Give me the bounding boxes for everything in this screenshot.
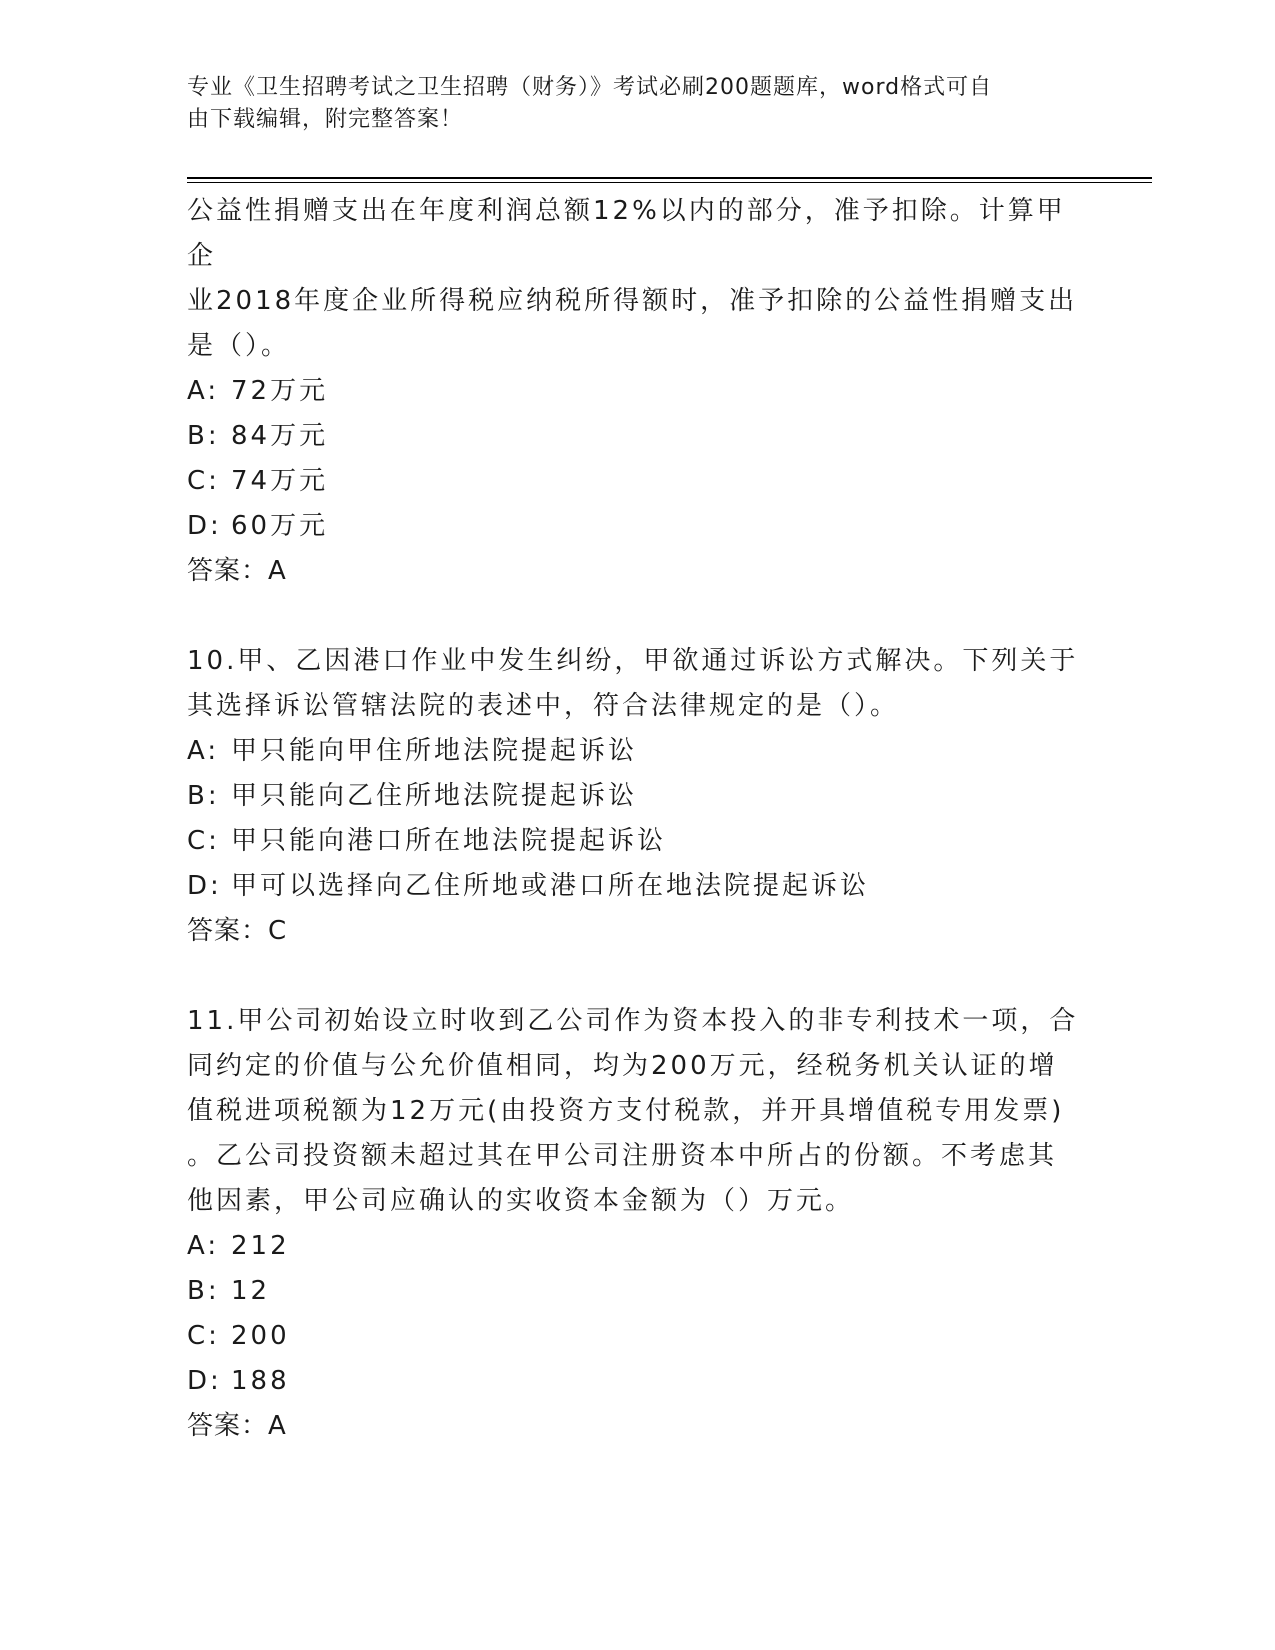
option-c bbox=[187, 819, 1087, 864]
option-key: A: bbox=[187, 736, 220, 766]
option-b bbox=[187, 414, 1087, 459]
option-text: 72万元 bbox=[231, 376, 329, 406]
header-rule-thick bbox=[187, 177, 1152, 179]
option-key: C: bbox=[187, 466, 220, 496]
option-key: D: bbox=[187, 511, 222, 541]
option-text: 212 bbox=[231, 1231, 290, 1261]
question-stem-line: 11.甲公司初始设立时收到乙公司作为资本投入的非专利技术一项，合 bbox=[187, 1006, 1079, 1036]
option-key: D: bbox=[187, 871, 222, 901]
option-b bbox=[187, 1269, 1087, 1314]
question-stem-line: 业2018年度企业所得税应纳税所得额时，准予扣除的公益性捐赠支出 bbox=[187, 286, 1078, 316]
option-text: 200 bbox=[231, 1321, 290, 1351]
option-key: C: bbox=[187, 826, 220, 856]
question-stem-line: 值税进项税额为12万元(由投资方支付税款，并开具增值税专用发票) bbox=[187, 1096, 1065, 1126]
option-c bbox=[187, 1314, 1087, 1359]
option-key: D: bbox=[187, 1366, 222, 1396]
option-key: B: bbox=[187, 781, 220, 811]
question-stem-line: 公益性捐赠支出在年度利润总额12%以内的部分，准予扣除。计算甲企 bbox=[187, 196, 1066, 271]
header-line-2: 由下载编辑，附完整答案！ bbox=[187, 107, 464, 132]
spacer bbox=[187, 594, 1087, 639]
question-stem-line: 同约定的价值与公允价值相同，均为200万元，经税务机关认证的增 bbox=[187, 1051, 1058, 1081]
answer-line: 答案：A bbox=[187, 556, 287, 586]
option-text: 74万元 bbox=[231, 466, 329, 496]
question-stem-line: 。乙公司投资额未超过其在甲公司注册资本中所占的份额。不考虑其 bbox=[187, 1141, 1058, 1171]
option-text: 甲只能向港口所在地法院提起诉讼 bbox=[231, 826, 667, 856]
option-a bbox=[187, 729, 1087, 774]
option-key: A: bbox=[187, 1231, 220, 1261]
option-a bbox=[187, 369, 1087, 414]
header-rule-thin bbox=[187, 182, 1152, 183]
option-key: A: bbox=[187, 376, 220, 406]
option-key: C: bbox=[187, 1321, 220, 1351]
option-text: 84万元 bbox=[231, 421, 329, 451]
question-stem-line: 是（）。 bbox=[187, 331, 291, 361]
question-stem-line: 其选择诉讼管辖法院的表述中，符合法律规定的是（）。 bbox=[187, 691, 900, 721]
option-d bbox=[187, 504, 1087, 549]
spacer bbox=[187, 954, 1087, 999]
question-stem-line: 他因素，甲公司应确认的实收资本金额为（）万元。 bbox=[187, 1186, 855, 1216]
question-11 bbox=[187, 999, 1087, 1449]
answer-line: 答案：A bbox=[187, 1411, 287, 1441]
document-body bbox=[187, 189, 1087, 1449]
answer-line: 答案：C bbox=[187, 916, 288, 946]
question-9 bbox=[187, 189, 1087, 594]
option-b bbox=[187, 774, 1087, 819]
option-a bbox=[187, 1224, 1087, 1269]
question-10 bbox=[187, 639, 1087, 954]
option-c bbox=[187, 459, 1087, 504]
option-text: 60万元 bbox=[231, 511, 329, 541]
option-d bbox=[187, 864, 1087, 909]
option-d bbox=[187, 1359, 1087, 1404]
option-text: 甲可以选择向乙住所地或港口所在地法院提起诉讼 bbox=[231, 871, 870, 901]
option-text: 188 bbox=[231, 1366, 290, 1396]
option-key: B: bbox=[187, 421, 220, 451]
option-text: 甲只能向乙住所地法院提起诉讼 bbox=[231, 781, 638, 811]
option-key: B: bbox=[187, 1276, 220, 1306]
document-header bbox=[187, 72, 1067, 136]
option-text: 甲只能向甲住所地法院提起诉讼 bbox=[231, 736, 638, 766]
option-text: 12 bbox=[231, 1276, 271, 1306]
question-stem-line: 10.甲、乙因港口作业中发生纠纷，甲欲通过诉讼方式解决。下列关于 bbox=[187, 646, 1079, 676]
header-line-1: 专业《卫生招聘考试之卫生招聘（财务）》考试必刷200题题库，word格式可自 bbox=[187, 75, 993, 100]
